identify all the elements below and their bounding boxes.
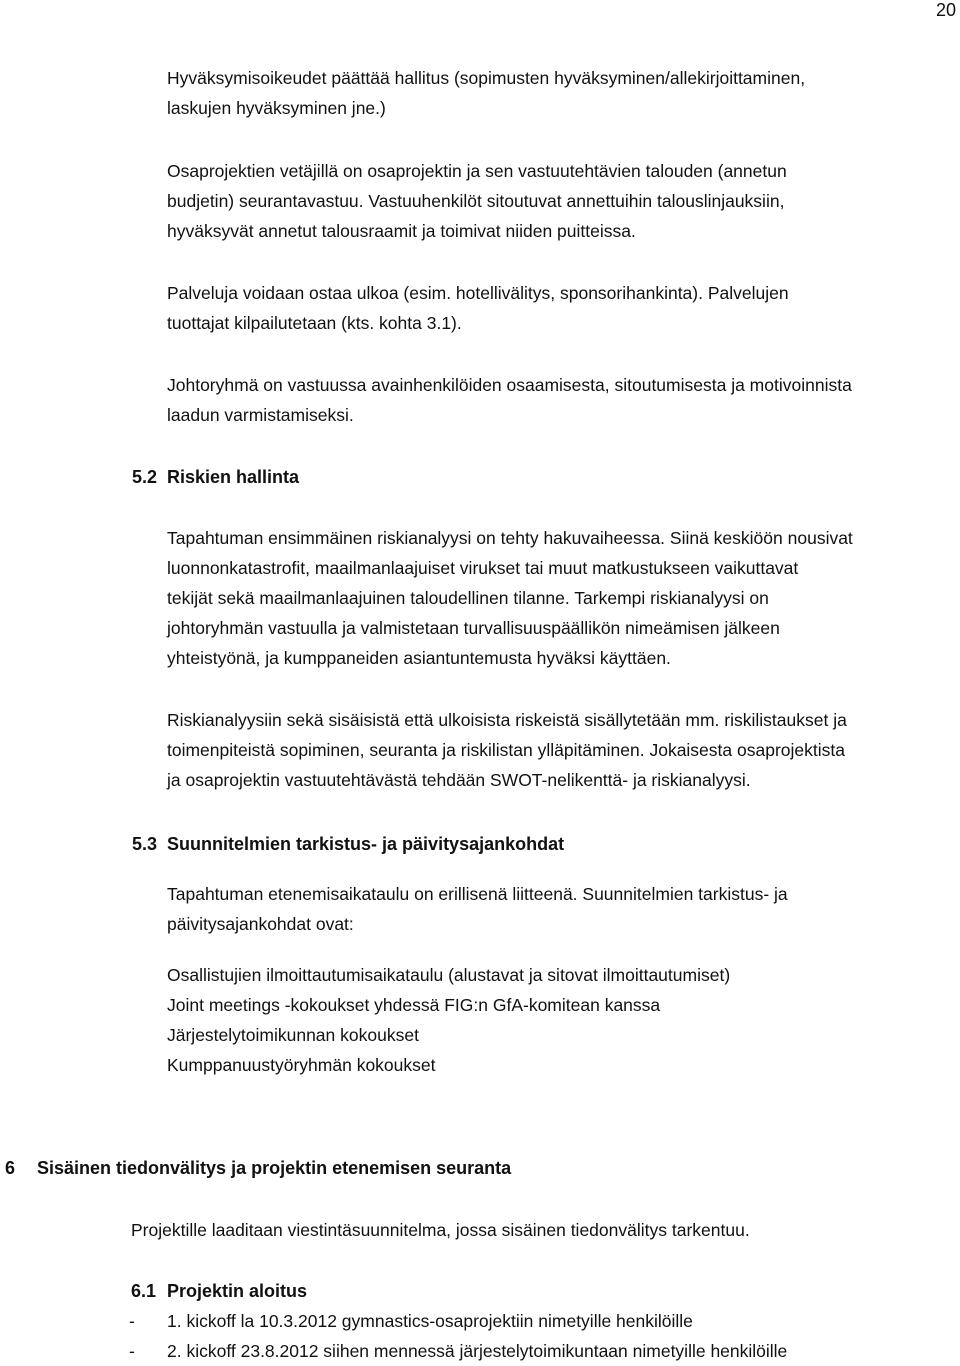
list-item: Joint meetings -kokoukset yhdessä FIG:n GfA-komitean kanssa [167,995,661,1015]
text-line: luonnonkatastrofit, maailmanlaajuiset virukset tai muut matkustukseen vaikuttavat [167,558,799,578]
section-number: 6.1 [131,1281,157,1301]
paragraph-communication-plan [131,1215,750,1245]
list-item: Kumppanuustyöryhmän kokoukset [167,1055,436,1075]
section-number: 5.2 [132,467,158,487]
text-line: budjetin) seurantavastuu. Vastuuhenkilöt sitoutuvat annettuihin talouslinjauksiin, [167,191,785,211]
dash-marker: - [129,1341,135,1361]
page-number: 20 [936,0,957,20]
list-item-text: 2. kickoff 23.8.2012 siihen mennessä järjestelytoimikuntaan nimetyille henkilöille [167,1341,788,1361]
paragraph-approval-rights [167,63,805,123]
text-line: toimenpiteistä sopiminen, seuranta ja riskilistan ylläpitäminen. Jokaisesta osaprojektista [167,740,845,760]
text-line: yhteistyönä, ja kumppaneiden asiantuntemusta hyväksi käyttäen. [167,648,671,668]
paragraph-services [167,278,789,338]
text-line: ja osaprojektin vastuutehtävästä tehdään SWOT-nelikenttä- ja riskianalyysi. [167,770,751,790]
section-number: 5.3 [132,834,158,854]
list-item-text: 1. kickoff la 10.3.2012 gymnastics-osaprojektiin nimetyille henkilöille [167,1311,693,1331]
text-line: Tapahtuman ensimmäinen riskianalyysi on tehty hakuvaiheessa. Siinä keskiöön nousivat [167,528,853,548]
text-line: Palveluja voidaan ostaa ulkoa (esim. hotellivälitys, sponsorihankinta). Palvelujen [167,283,789,303]
text-line: tekijät sekä maailmanlaajuinen taloudellinen tilanne. Tarkempi riskianalyysi on [167,588,769,608]
section-title: Sisäinen tiedonvälitys ja projektin etenemisen seuranta [37,1158,512,1178]
text-line: Hyväksymisoikeudet päättää hallitus (sopimusten hyväksyminen/allekirjoittaminen, [167,68,806,88]
section-title: Suunnitelmien tarkistus- ja päivitysajankohdat [167,834,565,854]
section-title: Projektin aloitus [167,1281,308,1301]
list-item: Osallistujien ilmoittautumisaikataulu (alustavat ja sitovat ilmoittautumiset) [167,965,731,985]
dash-marker: - [129,1311,135,1331]
text-line: laadun varmistamiseksi. [167,405,354,425]
text-line: Tapahtuman etenemisaikataulu on erillisenä liitteenä. Suunnitelmien tarkistus- ja [167,884,788,904]
text-line: Johtoryhmä on vastuussa avainhenkilöiden osaamisesta, sitoutumisesta ja motivoinnista [167,375,852,395]
text-line: Projektille laaditaan viestintäsuunnitelma, jossa sisäinen tiedonvälitys tarkentuu. [131,1220,750,1240]
paragraph-schedule [167,879,788,939]
text-line: tuottajat kilpailutetaan (kts. kohta 3.1). [167,313,462,333]
text-line: johtoryhmän vastuulla ja valmistetaan turvallisuuspäällikön nimeämisen jälkeen [167,618,780,638]
section-number: 6 [5,1158,16,1178]
paragraph-risk-analysis [167,523,853,673]
text-line: Riskianalyysiin sekä sisäisistä että ulkoisista riskeistä sisällytetään mm. riskilistaukset ja [167,710,847,730]
text-line: Osaprojektien vetäjillä on osaprojektin ja sen vastuutehtävien talouden (annetun [167,161,787,181]
section-title: Riskien hallinta [167,467,300,487]
list-item: Järjestelytoimikunnan kokoukset [167,1025,419,1045]
paragraph-risk-contents [167,705,847,795]
paragraph-subproject-leaders [167,156,787,246]
text-line: päivitysajankohdat ovat: [167,914,354,934]
text-line: hyväksyvät annetut talousraamit ja toimivat niiden puitteissa. [167,221,636,241]
paragraph-management-group [167,370,852,430]
checkpoint-list [167,960,730,1080]
text-line: laskujen hyväksyminen jne.) [167,98,386,118]
